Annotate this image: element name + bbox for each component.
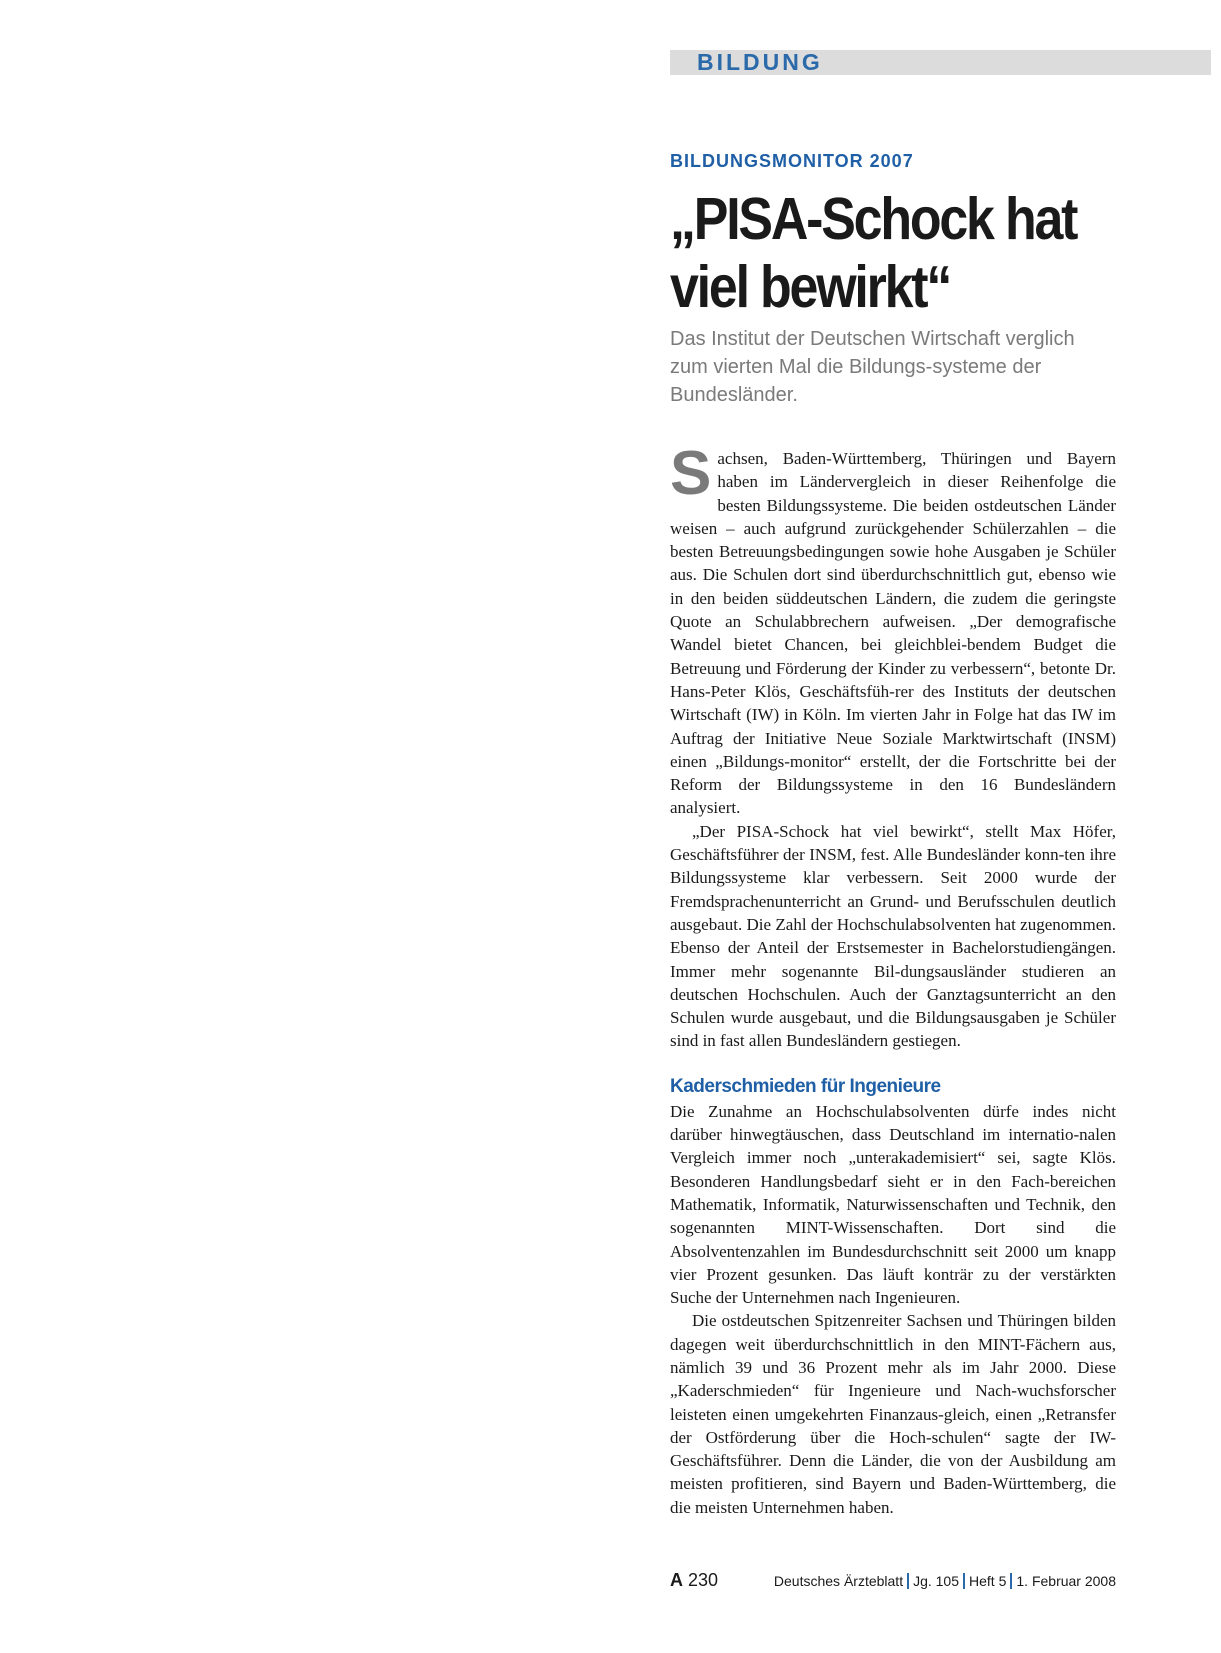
separator — [1010, 1573, 1012, 1589]
paragraph-3: Die Zunahme an Hochschulabsolventen dürfe indes nicht darüber hinwegtäuschen, dass Deutschland im internatio-nalen Vergleich immer noch „unterakademisiert“ sei, sagte Klös. Besonderen Handlungsbedarf sieht er in den Fach-bereichen Mathematik, Informatik, Naturwissenschaften und Technik, den sogenannten MINT-Wissenschaften. Dort sind die Absolventenzahlen im Bundesdurchschnitt seit 2000 um knapp vier Prozent gesunken. Das läuft konträr zu der verstärkten Suche der Unternehmen nach Ingenieuren. — [670, 1101, 1116, 1308]
kicker: BILDUNGSMONITOR 2007 — [670, 151, 914, 171]
separator — [907, 1573, 909, 1589]
section-label: BILDUNG — [697, 49, 823, 75]
page-footer — [670, 1569, 1116, 1593]
article-column — [670, 150, 1116, 1519]
page-letter: A — [670, 1570, 683, 1590]
separator — [963, 1573, 965, 1589]
subheading: Kaderschmieden für Ingenieure — [670, 1075, 941, 1097]
paragraph-4: Die ostdeutschen Spitzenreiter Sachsen und Thüringen bilden dagegen weit überdurchschnittlich in den MINT-Fächern aus, nämlich 39 und 36 Prozent mehr als im Jahr 2000. Diese „Kaderschmieden“ für Ingenieure und Nach-wuchsforscher leisteten einen umgekehrten Finanzaus-gleich, einen „Retransfer der Ostförderung über die Hoch-schulen“ sagte der IW-Geschäftsführer. Denn die Länder, die von der Ausbildung am meisten profitieren, sind Bayern und Baden-Württemberg, die die meisten Unternehmen haben. — [670, 1311, 1116, 1517]
publication-info — [774, 1571, 1116, 1591]
paragraph-2: „Der PISA-Schock hat viel bewirkt“, stellt Max Höfer, Geschäftsführer der INSM, fest. Alle Bundesländer konn-ten ihre Bildungssysteme klar verbessern. Seit 2000 wurde der Fremdsprachenunterricht an Grund- und Berufsschulen deutlich ausgebaut. Die Zahl der Hochschulabsolventen hat zugenommen. Ebenso der Anteil der Erstsemester in Bachelorstudiengängen. Immer mehr sogenannte Bil-dungsausländer studieren an deutschen Hochschulen. Auch der Ganztagsunterricht an den Schulen wurde ausgebaut, und die Bildungsausgaben je Schüler sind in fast allen Bundesländern gestiegen. — [670, 821, 1116, 1051]
drop-cap: S — [670, 439, 712, 508]
issue-date: 1. Februar 2008 — [1016, 1573, 1116, 1589]
headline-line-1: „PISA-Schock hat — [670, 186, 1077, 252]
page-number — [670, 1569, 718, 1591]
journal-name: Deutsches Ärzteblatt — [773, 1573, 904, 1589]
headline — [670, 185, 1119, 321]
headline-line-2: viel bewirkt“ — [670, 254, 951, 320]
volume: Jg. 105 — [913, 1573, 960, 1589]
paragraph-1-text: achsen, Baden-Württemberg, Thüringen und Bayern haben im Ländervergleich in dieser Reihenfolge die besten Bildungssysteme. Die beiden ostdeutschen Länder weisen – auch aufgrund zurückgehender Schülerzahlen – die besten Betreuungsbedingungen sowie hohe Ausgaben je Schüler aus. Die Schulen dort sind überdurchschnittlich gut, ebenso wie in den beiden süddeutschen Ländern, die zudem die geringste Quote an Schulabbrechern aufweisen. „Der demografische Wandel bietet Chancen, bei gleichblei-bendem Budget die Betreuung und Förderung der Kinder zu verbessern“, betonte Dr. Hans-Peter Klös, Geschäftsfüh-rer des Instituts der deutschen Wirtschaft (IW) in Köln. Im vierten Jahr in Folge hat das IW im Auftrag der Initiative Neue Soziale Marktwirtschaft (INSM) einen „Bildungs-monitor“ erstellt, der die Fortschritte bei der Reform der Bildungssysteme in den 16 Bundesländern analysiert. — [670, 449, 1116, 818]
page-number-value: 230 — [688, 1570, 719, 1590]
article-body — [670, 439, 1116, 1519]
paragraph-1 — [670, 439, 1116, 820]
issue: Heft 5 — [969, 1573, 1007, 1589]
standfirst: Das Institut der Deutschen Wirtschaft verglich zum vierten Mal die Bildungs-systeme der Bundesländer. — [670, 328, 1075, 406]
